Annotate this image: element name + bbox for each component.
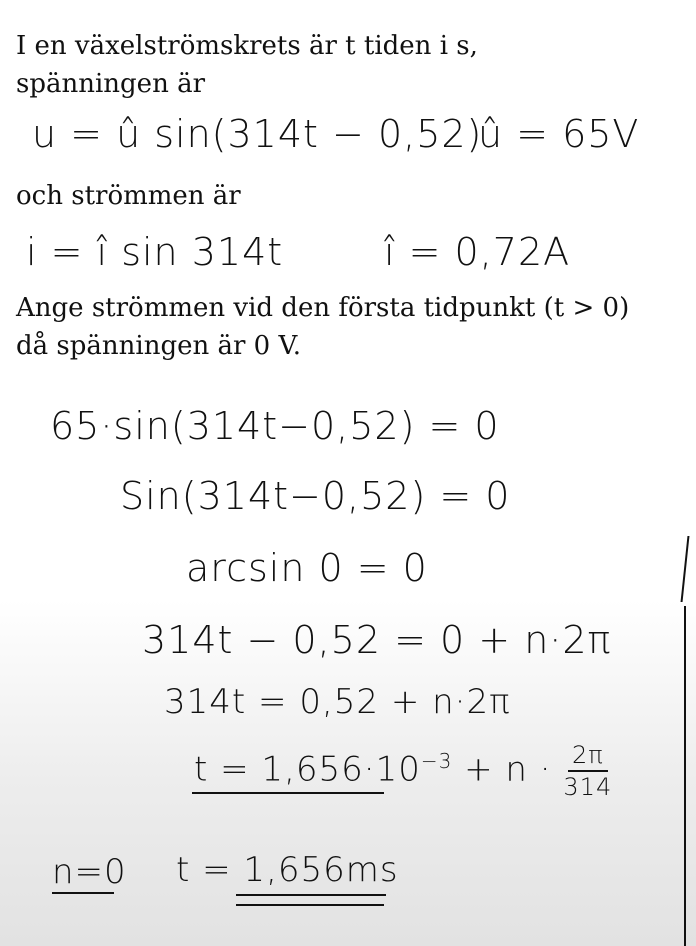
- solution-step-2: Sin(314t−0,52) = 0: [120, 474, 511, 518]
- solution-step-5: 314t = 0,52 + n·2π: [164, 682, 511, 722]
- step6-plus: + n ·: [464, 749, 552, 790]
- voltage-equation: u = û sin(314t − 0,52): [32, 112, 483, 156]
- problem-line-4: Ange strömmen vid den första tidpunkt (t > 0): [16, 293, 630, 323]
- step6-underline: [192, 792, 384, 794]
- solution-step-1: 65·sin(314t−0,52) = 0: [50, 404, 500, 448]
- answer-underline-2: [236, 904, 384, 906]
- step6-denominator: 314: [563, 773, 613, 801]
- voltage-amplitude: û = 65V: [478, 112, 640, 156]
- margin-line-upper: [681, 536, 690, 602]
- margin-line-lower: [684, 606, 686, 946]
- step6-exponent: −3: [420, 749, 453, 774]
- answer-underline-1: [236, 894, 386, 896]
- problem-line-2: spänningen är: [16, 69, 206, 99]
- solution-step-3: arcsin 0 = 0: [186, 546, 428, 590]
- current-amplitude: î = 0,72A: [384, 230, 571, 274]
- step6-numerator: 2π: [568, 740, 608, 772]
- problem-line-5: då spänningen är 0 V.: [16, 331, 301, 361]
- n-label-underline: [52, 892, 114, 894]
- problem-line-1: I en växelströmskrets är t tiden i s,: [16, 31, 478, 61]
- step6-lhs: t = 1,656·10: [194, 749, 421, 790]
- solution-step-4: 314t − 0,52 = 0 + n·2π: [142, 618, 612, 662]
- step6-fraction: [563, 740, 612, 802]
- current-equation: i = î sin 314t: [26, 230, 284, 274]
- final-answer: t = 1,656ms: [176, 850, 399, 890]
- n-label: n=0: [52, 852, 127, 892]
- problem-line-3: och strömmen är: [16, 181, 241, 211]
